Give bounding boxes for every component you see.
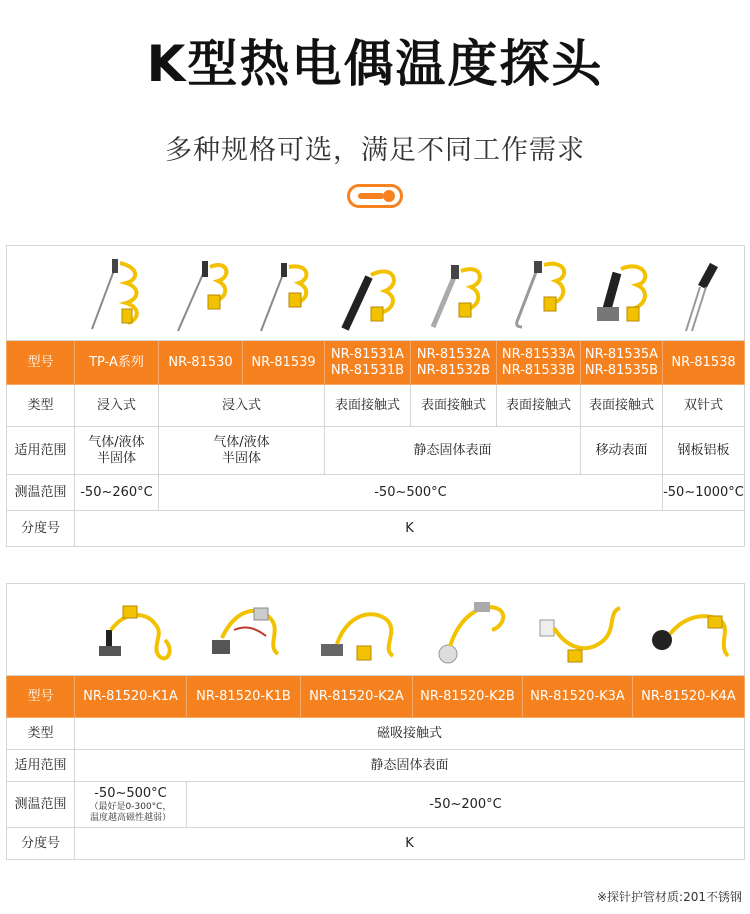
type-cell: 浸入式 [159,385,325,427]
temp-cell [75,782,187,828]
type-cell: 表面接触式 [411,385,497,427]
model-cell: NR-81530 [159,341,243,385]
model-a: NR-81535A [584,346,659,362]
probe-image-81532 [411,246,497,341]
probe-image-k2a [301,584,413,676]
model-row [7,341,745,385]
probe-image-k1b [187,584,301,676]
model-a: NR-81532A [416,346,491,362]
type-row [7,718,745,750]
type-cell: 表面接触式 [497,385,581,427]
range-cell [159,427,325,475]
temp-cell: -50~500°C [159,475,663,511]
model-label: 型号 [7,676,75,718]
probe-image-row [7,246,745,341]
model-cell: NR-81520-K1A [75,676,187,718]
model-b: NR-81531B [330,362,405,378]
model-cell: TP-A系列 [75,341,159,385]
toggle-knob [383,190,395,202]
probe-image-row [7,584,745,676]
type-cell: 双针式 [663,385,745,427]
temp-cell: -50~200°C [187,782,745,828]
model-cell [497,341,581,385]
range-row [7,750,745,782]
probe-image-81531 [325,246,411,341]
model-cell [411,341,497,385]
temp-note: 温度越高磁性越弱） [89,812,171,823]
probe-image-81535 [581,246,663,341]
model-a: NR-81531A [330,346,405,362]
range-line: 半固体 [96,450,136,466]
toggle-bar [358,193,384,199]
range-cell [75,427,159,475]
grade-label: 分度号 [7,828,75,860]
probe-image-81538 [663,246,745,341]
range-cell: 移动表面 [581,427,663,475]
model-cell: NR-81520-K1B [187,676,301,718]
model-label: 型号 [7,341,75,385]
model-cell: NR-81538 [663,341,745,385]
range-cell: 静态固体表面 [325,427,581,475]
model-b: NR-81532B [416,362,491,378]
model-b: NR-81535B [584,362,659,378]
temp-row [7,475,745,511]
probe-image-81533 [497,246,581,341]
range-line: 半固体 [221,450,261,466]
grade-label: 分度号 [7,511,75,547]
grade-cell: K [75,828,745,860]
range-cell: 静态固体表面 [75,750,745,782]
empty-cell [7,584,75,676]
model-b: NR-81533B [501,362,576,378]
probe-image-k4a [633,584,745,676]
probe-image-k2b [413,584,523,676]
temp-label: 测温范围 [7,475,75,511]
grade-row [7,511,745,547]
type-cell: 浸入式 [75,385,159,427]
model-cell: NR-81520-K2A [301,676,413,718]
type-label: 类型 [7,385,75,427]
range-line: 气体/液体 [213,434,270,450]
probe-image-81530 [159,246,243,341]
temp-row [7,782,745,828]
type-cell: 磁吸接触式 [75,718,745,750]
model-cell [325,341,411,385]
model-cell: NR-81539 [243,341,325,385]
model-row [7,676,745,718]
material-footnote: ※探针护管材质:201不锈钢 [596,890,742,904]
grade-row [7,828,745,860]
model-a: NR-81533A [501,346,576,362]
temp-main: -50~500°C [94,785,167,801]
page-subtitle: 多种规格可选，满足不同工作需求 [165,135,585,166]
spec-table-2 [6,583,745,860]
temp-cell: -50~1000°C [663,475,745,511]
probe-image-tpa [75,246,159,341]
toggle-decoration [347,184,403,208]
temp-label: 测温范围 [7,782,75,828]
range-cell: 钢板铝板 [663,427,745,475]
type-cell: 表面接触式 [325,385,411,427]
type-label: 类型 [7,718,75,750]
type-cell: 表面接触式 [581,385,663,427]
model-cell: NR-81520-K4A [633,676,745,718]
empty-cell [7,246,75,341]
range-label: 适用范围 [7,427,75,475]
spec-table-1 [6,245,745,547]
range-line: 气体/液体 [88,434,145,450]
temp-note: （最好是0-300°C， [89,801,172,812]
model-cell: NR-81520-K3A [523,676,633,718]
model-cell: NR-81520-K2B [413,676,523,718]
model-cell [581,341,663,385]
temp-cell: -50~260°C [75,475,159,511]
probe-image-k1a [75,584,187,676]
range-label: 适用范围 [7,750,75,782]
range-row [7,427,745,475]
probe-image-81539 [243,246,325,341]
grade-cell: K [75,511,745,547]
type-row [7,385,745,427]
page-title: K型热电偶温度探头 [146,35,604,93]
probe-image-k3a [523,584,633,676]
